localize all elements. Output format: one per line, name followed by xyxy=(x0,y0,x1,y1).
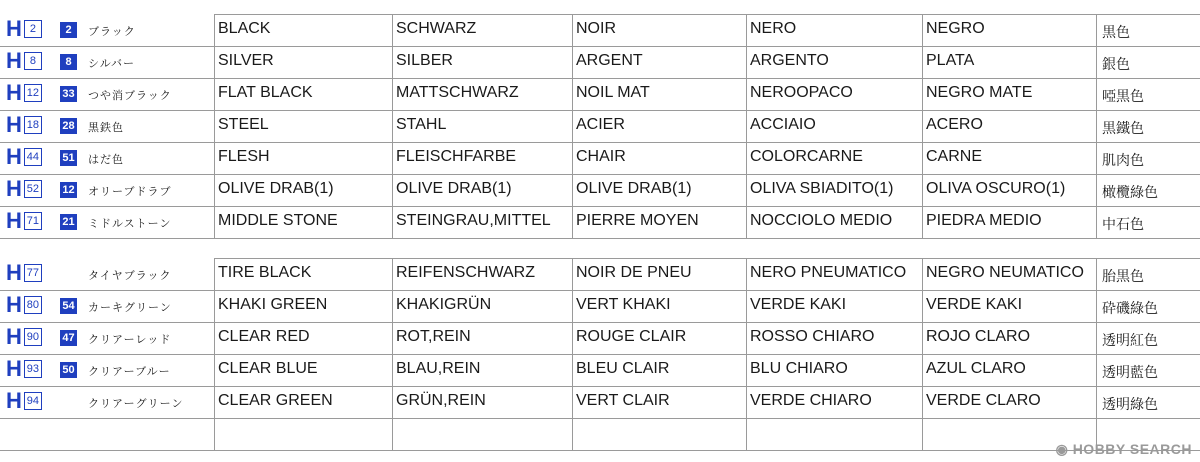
name-es: OLIVA OSCURO(1) xyxy=(926,180,1066,197)
table-row xyxy=(0,386,1200,419)
name-en: FLESH xyxy=(218,148,270,165)
c-number: 47 xyxy=(60,330,77,346)
chinese-name: 啞黒色 xyxy=(1102,88,1144,104)
paint-table-1 xyxy=(0,14,1200,240)
h-letter: H xyxy=(6,260,22,285)
name-fr: ROUGE CLAIR xyxy=(576,328,687,345)
empty-row xyxy=(0,418,1200,451)
h-number: 44 xyxy=(24,148,42,166)
h-letter: H xyxy=(6,388,22,413)
chinese-name: 黒鐵色 xyxy=(1102,120,1144,136)
h-number: 18 xyxy=(24,116,42,134)
japanese-name: カーキグリーン xyxy=(88,302,172,314)
name-es: VERDE KAKI xyxy=(926,296,1023,313)
h-letter: H xyxy=(6,112,22,137)
table-row xyxy=(0,354,1200,387)
name-fr: ACIER xyxy=(576,116,625,133)
name-fr: OLIVE DRAB(1) xyxy=(576,180,692,197)
h-number: 77 xyxy=(24,264,42,282)
name-de: KHAKIGRÜN xyxy=(396,296,492,313)
name-es: ACERO xyxy=(926,116,983,133)
name-en: SILVER xyxy=(218,52,274,69)
name-fr: VERT KHAKI xyxy=(576,296,671,313)
name-fr: NOIR DE PNEU xyxy=(576,264,692,281)
name-it: NERO xyxy=(750,20,797,37)
h-letter: H xyxy=(6,208,22,233)
name-en: CLEAR BLUE xyxy=(218,360,318,377)
c-number: 28 xyxy=(60,118,77,134)
name-en: KHAKI GREEN xyxy=(218,296,328,313)
name-it: VERDE KAKI xyxy=(750,296,847,313)
c-number: 2 xyxy=(60,22,77,38)
h-letter: H xyxy=(6,48,22,73)
name-fr: VERT CLAIR xyxy=(576,392,670,409)
name-en: MIDDLE STONE xyxy=(218,212,338,229)
h-number: 2 xyxy=(24,20,42,38)
name-fr: BLEU CLAIR xyxy=(576,360,670,377)
name-en: STEEL xyxy=(218,116,269,133)
japanese-name: クリアーブルー xyxy=(88,366,171,378)
name-en: TIRE BLACK xyxy=(218,264,312,281)
name-es: NEGRO xyxy=(926,20,985,37)
name-it: ACCIAIO xyxy=(750,116,816,133)
h-letter: H xyxy=(6,80,22,105)
h-code xyxy=(6,358,42,380)
h-number: 90 xyxy=(24,328,42,346)
name-fr: NOIL MAT xyxy=(576,84,650,101)
japanese-name: タイヤブラック xyxy=(88,270,172,282)
name-de: SILBER xyxy=(396,52,453,69)
name-es: AZUL CLARO xyxy=(926,360,1026,377)
name-it: ROSSO CHIARO xyxy=(750,328,875,345)
h-number: 71 xyxy=(24,212,42,230)
h-number: 8 xyxy=(24,52,42,70)
chinese-name: 透明紅色 xyxy=(1102,332,1158,348)
name-es: NEGRO MATE xyxy=(926,84,1033,101)
name-it: BLU CHIARO xyxy=(750,360,848,377)
table-row xyxy=(0,46,1200,79)
name-en: CLEAR GREEN xyxy=(218,392,333,409)
name-es: NEGRO NEUMATICO xyxy=(926,264,1084,281)
h-code xyxy=(6,146,42,168)
chinese-name: 透明藍色 xyxy=(1102,364,1158,380)
table-row xyxy=(0,142,1200,175)
name-it: ARGENTO xyxy=(750,52,829,69)
name-en: FLAT BLACK xyxy=(218,84,313,101)
h-letter: H xyxy=(6,356,22,381)
c-number: 51 xyxy=(60,150,77,166)
japanese-name: ミドルストーン xyxy=(88,218,172,230)
h-code xyxy=(6,210,42,232)
h-code xyxy=(6,262,42,284)
name-de: STAHL xyxy=(396,116,447,133)
h-letter: H xyxy=(6,16,22,41)
name-fr: ARGENT xyxy=(576,52,643,69)
japanese-name: はだ色 xyxy=(88,154,124,166)
name-fr: NOIR xyxy=(576,20,616,37)
c-number: 21 xyxy=(60,214,77,230)
japanese-name: つや消ブラック xyxy=(88,90,172,102)
table-row xyxy=(0,258,1200,291)
chinese-name: 橄欖綠色 xyxy=(1102,184,1158,200)
h-letter: H xyxy=(6,176,22,201)
name-fr: CHAIR xyxy=(576,148,626,165)
chinese-name: 砕磯綠色 xyxy=(1102,300,1158,316)
h-code xyxy=(6,114,42,136)
name-es: PLATA xyxy=(926,52,975,69)
h-number: 80 xyxy=(24,296,42,314)
japanese-name: クリアーレッド xyxy=(88,334,172,346)
table-row xyxy=(0,110,1200,143)
name-de: GRÜN,REIN xyxy=(396,392,486,409)
name-de: MATTSCHWARZ xyxy=(396,84,519,101)
name-it: OLIVA SBIADITO(1) xyxy=(750,180,894,197)
c-number: 8 xyxy=(60,54,77,70)
name-en: BLACK xyxy=(218,20,271,37)
chinese-name: 黒色 xyxy=(1102,24,1130,40)
h-number: 94 xyxy=(24,392,42,410)
chinese-name: 胎黒色 xyxy=(1102,268,1144,284)
h-number: 52 xyxy=(24,180,42,198)
chinese-name: 銀色 xyxy=(1102,56,1130,72)
name-de: STEINGRAU,MITTEL xyxy=(396,212,551,229)
table-row xyxy=(0,14,1200,47)
name-it: NEROOPACO xyxy=(750,84,853,101)
paint-table-2 xyxy=(0,258,1200,462)
watermark: ◉ HOBBY SEARCH xyxy=(1055,441,1192,457)
table-row xyxy=(0,290,1200,323)
name-it: COLORCARNE xyxy=(750,148,863,165)
table-row xyxy=(0,206,1200,239)
watermark-logo-icon: ◉ xyxy=(1055,441,1073,457)
table-row xyxy=(0,322,1200,355)
name-es: CARNE xyxy=(926,148,983,165)
name-it: VERDE CHIARO xyxy=(750,392,872,409)
h-code xyxy=(6,82,42,104)
name-en: CLEAR RED xyxy=(218,328,310,345)
name-fr: PIERRE MOYEN xyxy=(576,212,699,229)
japanese-name: 黒鉄色 xyxy=(88,122,124,134)
table-row xyxy=(0,174,1200,207)
japanese-name: クリアーグリーン xyxy=(88,398,184,410)
c-number: 12 xyxy=(60,182,77,198)
table-row xyxy=(0,78,1200,111)
c-number: 50 xyxy=(60,362,77,378)
c-number: 54 xyxy=(60,298,77,314)
h-code xyxy=(6,390,42,412)
h-number: 93 xyxy=(24,360,42,378)
name-de: OLIVE DRAB(1) xyxy=(396,180,512,197)
name-de: REIFENSCHWARZ xyxy=(396,264,535,281)
japanese-name: ブラック xyxy=(88,26,136,38)
chinese-name: 透明綠色 xyxy=(1102,396,1158,412)
name-de: ROT,REIN xyxy=(396,328,471,345)
name-es: ROJO CLARO xyxy=(926,328,1031,345)
chinese-name: 中石色 xyxy=(1102,216,1144,232)
h-code xyxy=(6,294,42,316)
h-letter: H xyxy=(6,324,22,349)
name-it: NOCCIOLO MEDIO xyxy=(750,212,893,229)
name-it: NERO PNEUMATICO xyxy=(750,264,907,281)
name-es: PIEDRA MEDIO xyxy=(926,212,1042,229)
chinese-name: 肌肉色 xyxy=(1102,152,1144,168)
h-code xyxy=(6,50,42,72)
h-code xyxy=(6,178,42,200)
h-code xyxy=(6,18,42,40)
c-number: 33 xyxy=(60,86,77,102)
name-de: FLEISCHFARBE xyxy=(396,148,517,165)
name-de: BLAU,REIN xyxy=(396,360,481,377)
h-letter: H xyxy=(6,144,22,169)
name-en: OLIVE DRAB(1) xyxy=(218,180,334,197)
h-number: 12 xyxy=(24,84,42,102)
name-es: VERDE CLARO xyxy=(926,392,1041,409)
h-code xyxy=(6,326,42,348)
h-letter: H xyxy=(6,292,22,317)
name-de: SCHWARZ xyxy=(396,20,477,37)
japanese-name: オリーブドラブ xyxy=(88,186,172,198)
japanese-name: シルバー xyxy=(88,58,135,70)
